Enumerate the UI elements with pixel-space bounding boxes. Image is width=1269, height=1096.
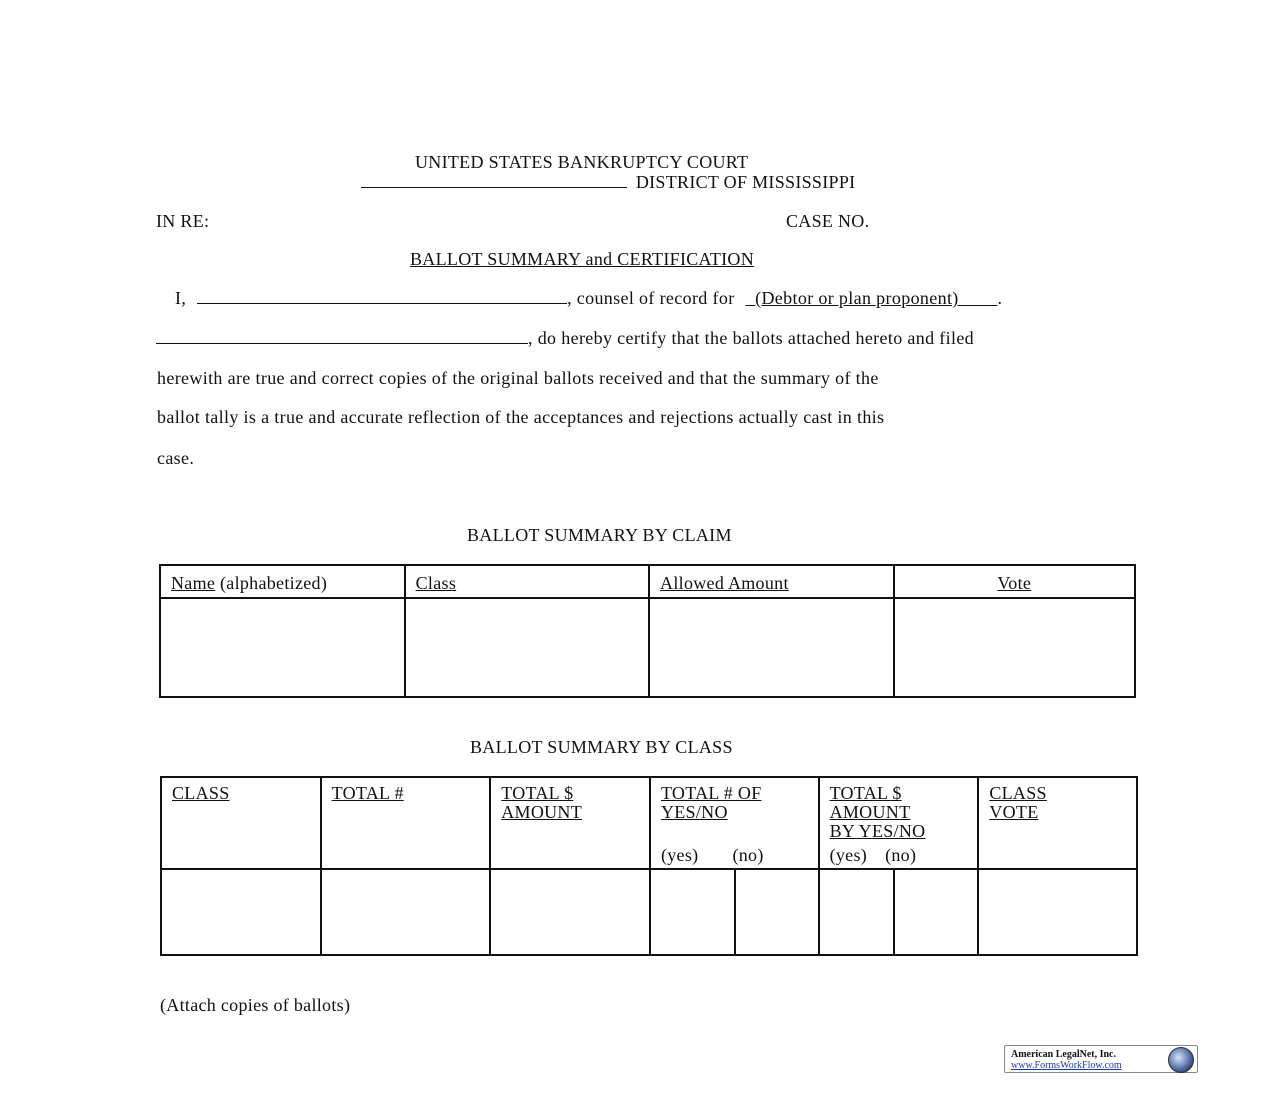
amount-yes-label: (yes) bbox=[829, 845, 868, 865]
cert-counsel-text: , counsel of record for bbox=[567, 288, 735, 308]
class-cell-yes-amount[interactable] bbox=[819, 869, 895, 955]
logo-name: American LegalNet, Inc. bbox=[1011, 1049, 1116, 1060]
claim-table-header bbox=[160, 565, 1135, 598]
claim-col-vote: Vote bbox=[997, 573, 1032, 593]
cert-line-4: ballot tally is a true and accurate reflection of the acceptances and rejections actually cast in this bbox=[157, 407, 885, 427]
amount-no-label: (no) bbox=[885, 845, 917, 865]
publisher-logo[interactable] bbox=[1004, 1045, 1198, 1073]
in-re-label: IN RE: bbox=[156, 211, 210, 231]
class-col-class-vote-1: CLASS bbox=[989, 783, 1047, 803]
cert-line-2 bbox=[156, 328, 974, 349]
counsel-name-blank[interactable] bbox=[197, 289, 567, 304]
cert-line-5: case. bbox=[157, 448, 195, 468]
document-title: BALLOT SUMMARY and CERTIFICATION bbox=[410, 249, 755, 269]
class-col-total-num: TOTAL # bbox=[331, 783, 404, 803]
class-cell-total-amount[interactable] bbox=[490, 869, 650, 955]
class-table-header bbox=[161, 777, 1137, 869]
claim-col-allowed: Allowed Amount bbox=[660, 573, 789, 593]
class-col-amount-yesno-1: TOTAL $ bbox=[829, 783, 902, 803]
globe-icon bbox=[1168, 1047, 1194, 1073]
class-col-yesno bbox=[650, 777, 819, 869]
proponent-placeholder: (Debtor or plan proponent) bbox=[755, 288, 959, 308]
claim-col-name-suffix: (alphabetized) bbox=[215, 573, 328, 593]
class-cell-class-vote[interactable] bbox=[978, 869, 1137, 955]
class-table bbox=[160, 776, 1138, 956]
claim-col-class: Class bbox=[415, 573, 457, 593]
yesno-yes-label: (yes) bbox=[660, 845, 699, 865]
district-line bbox=[361, 172, 855, 192]
yesno-no-label: (no) bbox=[732, 845, 764, 865]
court-name: UNITED STATES BANKRUPTCY COURT bbox=[415, 152, 749, 172]
class-cell-total-num[interactable] bbox=[321, 869, 491, 955]
class-col-yesno-2: YES/NO bbox=[660, 802, 728, 822]
claim-cell-name[interactable] bbox=[160, 598, 405, 697]
claim-col-name-label: Name bbox=[171, 573, 216, 593]
class-cell-class[interactable] bbox=[161, 869, 321, 955]
claim-cell-allowed[interactable] bbox=[649, 598, 894, 697]
class-cell-no-count[interactable] bbox=[735, 869, 819, 955]
cert-prefix: I, bbox=[175, 288, 187, 308]
by-class-heading: BALLOT SUMMARY BY CLASS bbox=[470, 737, 733, 757]
class-col-class-vote-2: VOTE bbox=[989, 802, 1039, 822]
class-col-amount-yesno-2: AMOUNT bbox=[829, 802, 911, 822]
class-col-yesno-1: TOTAL # OF bbox=[660, 783, 762, 803]
class-table-row bbox=[161, 869, 1137, 955]
claim-col-name bbox=[161, 566, 404, 593]
class-col-total-amount-2: AMOUNT bbox=[501, 802, 583, 822]
claim-table-row bbox=[160, 598, 1135, 697]
case-no-label: CASE NO. bbox=[786, 211, 870, 231]
district-name: DISTRICT OF MISSISSIPPI bbox=[635, 172, 856, 192]
class-col-total-amount bbox=[491, 778, 649, 822]
claim-table bbox=[159, 564, 1136, 698]
proponent-field[interactable] bbox=[745, 288, 997, 308]
cert-line-1: I, , counsel of record for (Debtor or plan proponent) . bbox=[175, 288, 1003, 308]
logo-url[interactable]: www.FormsWorkFlow.com bbox=[1011, 1060, 1122, 1071]
claim-cell-class[interactable] bbox=[405, 598, 649, 697]
class-col-class: CLASS bbox=[172, 783, 230, 803]
cert-line-2-text: , do hereby certify that the ballots attached hereto and filed bbox=[528, 328, 975, 348]
class-col-total-amount-1: TOTAL $ bbox=[501, 783, 574, 803]
claim-cell-vote[interactable] bbox=[894, 598, 1135, 697]
class-col-amount-yesno-3: BY YES/NO bbox=[829, 821, 926, 841]
proponent-name-blank[interactable] bbox=[156, 329, 528, 344]
class-col-amount-yesno bbox=[819, 777, 979, 869]
district-blank[interactable] bbox=[361, 173, 627, 188]
by-claim-heading: BALLOT SUMMARY BY CLAIM bbox=[467, 525, 732, 545]
cert-line-3: herewith are true and correct copies of the original ballots received and that the summary of the bbox=[157, 368, 879, 388]
class-cell-yes-count[interactable] bbox=[650, 869, 735, 955]
class-col-class-vote bbox=[979, 778, 1136, 822]
class-cell-no-amount[interactable] bbox=[894, 869, 978, 955]
attach-note: (Attach copies of ballots) bbox=[160, 995, 351, 1015]
